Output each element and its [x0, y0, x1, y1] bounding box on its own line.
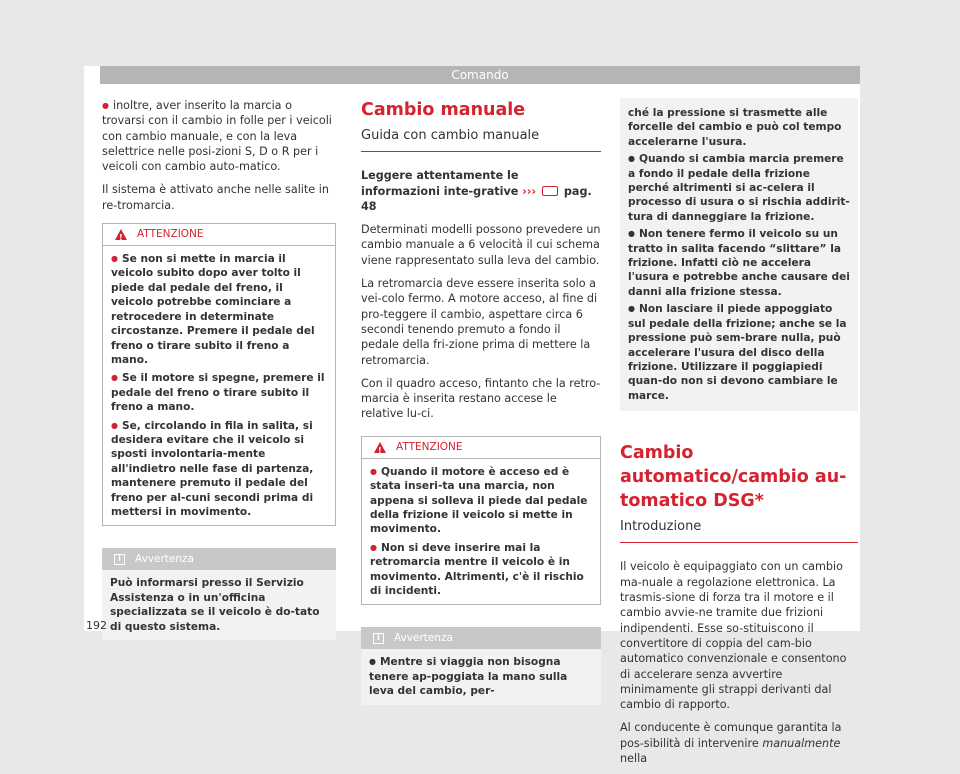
book-icon — [542, 186, 558, 196]
note-item: ● Mentre si viaggia non bisogna tenere ap-poggiata la mano sulla leva del cambio, per- — [369, 655, 593, 698]
warning-triangle-icon — [115, 229, 127, 240]
note-header — [102, 548, 336, 570]
warning-title: ATTENZIONE — [396, 440, 463, 453]
note-title: Avvertenza — [394, 631, 453, 644]
section-title: Cambio automatico/cambio au-tomatico DSG* — [620, 443, 847, 512]
emphasis-text: manualmente — [762, 736, 841, 750]
section-header: Comando — [100, 66, 860, 84]
info-icon: i — [373, 633, 384, 644]
continued-text: ché la pressione si trasmette alle forcelle del cambio e può col tempo accelerarne l'usura. — [628, 107, 842, 148]
body-text: Al conducente è comunque garantita la pos-sibilità di intervenire — [620, 721, 842, 750]
intro-paragraph: Il sistema è attivato anche nelle salite in re-tromarcia. — [102, 183, 329, 212]
body-paragraph: La retromarcia deve essere inserita solo a vei-colo fermo. A motore acceso, al fine di pro-teggere il cambio, aspettare circa 6 secondi tenendo premuto a fondo il pedale della fri-zione prima di mettere la retromarcia. — [361, 277, 598, 367]
body-paragraph: Determinati modelli possono prevedere un cambio manuale a 6 velocità il cui schema viene rappresentato sulla leva del cambio. — [361, 223, 601, 267]
warning-item: ● Quando il motore è acceso ed è stata inseri-ta una marcia, non appena si solleva il piede dal pedale della frizione il veicolo si mette in movimento. — [370, 465, 592, 537]
note-item: ● Non tenere fermo il veicolo su un tratto in salita facendo “slittare” la frizione. Infatti ciò ne accelera l'usura e potrebbe anche causare dei danni alla frizione stessa. — [628, 227, 850, 299]
warning-title: ATTENZIONE — [137, 227, 204, 240]
section-subtitle: Guida con cambio manuale — [361, 128, 601, 152]
note-body — [361, 649, 601, 704]
column-1 — [102, 98, 336, 650]
warning-item: ● Se non si mette in marcia il veicolo subito dopo aver tolto il piede dal pedale del freno, il veicolo potrebbe cominciare a retrocedere in determinate circostanze. Premere il pedale del freno o tirare subito il freno a mano. — [111, 252, 327, 367]
intro-bullet: ● inoltre, aver inserito la marcia o trovarsi con il cambio in folle per i veicoli con cambio manuale, e con la leva selettrice nelle posi-zioni S, D o R per i veicoli con cambio auto-matico. — [102, 98, 336, 174]
warning-header — [362, 437, 600, 459]
warning-box — [102, 223, 336, 526]
body-paragraph: Con il quadro acceso, fintanto che la retro-marcia è inserita restano accese le relative lu-ci. — [361, 376, 601, 421]
chevron-icon: ››› — [522, 184, 537, 198]
warning-header — [103, 224, 335, 246]
warning-body — [103, 246, 335, 525]
body-paragraph — [620, 720, 858, 766]
column-3 — [620, 98, 858, 774]
body-text: nella — [620, 751, 648, 765]
note-header — [361, 627, 601, 649]
warning-triangle-icon — [374, 442, 386, 453]
note-box — [102, 548, 336, 640]
note-item: ● Quando si cambia marcia premere a fondo il pedale della frizione perché altrimenti si ac-celera il processo di usura o si rischia addirit-tura di danneggiare la frizione. — [628, 152, 850, 224]
info-icon: i — [114, 554, 125, 565]
warning-item: ● Non si deve inserire mai la retromarcia mentre il veicolo è in movimento. Altrimenti, c'è il rischio di incidenti. — [370, 541, 592, 599]
page-number: 192 — [86, 619, 107, 632]
lead-text — [361, 168, 601, 214]
note-body: Può informarsi presso il Servizio Assistenza o in un'officina specializzata se il veicolo è do-tato di questo sistema. — [110, 577, 320, 633]
note-title: Avvertenza — [135, 552, 194, 565]
column-2 — [361, 98, 601, 715]
warning-body — [362, 459, 600, 605]
body-paragraph: Il veicolo è equipaggiato con un cambio ma-nuale a regolazione elettronica. La trasmis-sione di forza tra il motore e il cambio avvie-ne tramite due frizioni indipendenti. Esse so-stituiscono il convertitore di coppia del cam-bio automatico convenzionale e consentono di accelerare senza avvertire minimamente gli strappi derivanti dal cambio di rapporto. — [620, 560, 847, 712]
lead-label: Leggere attentamente le informazioni inte-grative — [361, 169, 519, 198]
section-subtitle: Introduzione — [620, 519, 858, 543]
page-reference-link[interactable]: pag. 48 — [361, 184, 592, 213]
note-item: ● Non lasciare il piede appoggiato sul pedale della frizione; anche se la pressione può sem-brare nulla, può accelerare l'usura del disco della frizione. Utilizzare il poggiapiedi quan-do non si devono cambiare le marce. — [628, 302, 850, 403]
note-continuation — [620, 98, 858, 411]
section-title: Cambio manuale — [361, 100, 526, 120]
warning-item: ● Se, circolando in fila in salita, si desidera evitare che il veicolo si sposti involontaria-mente all'indietro nelle fase di partenza, mantenere premuto il pedale del freno per al-cuni secondi prima di mettersi in movimento. — [111, 419, 327, 520]
note-box — [361, 627, 601, 704]
warning-item: ● Se il motore si spegne, premere il pedale del freno o tirare subito il freno a mano. — [111, 371, 327, 414]
warning-box — [361, 436, 601, 606]
